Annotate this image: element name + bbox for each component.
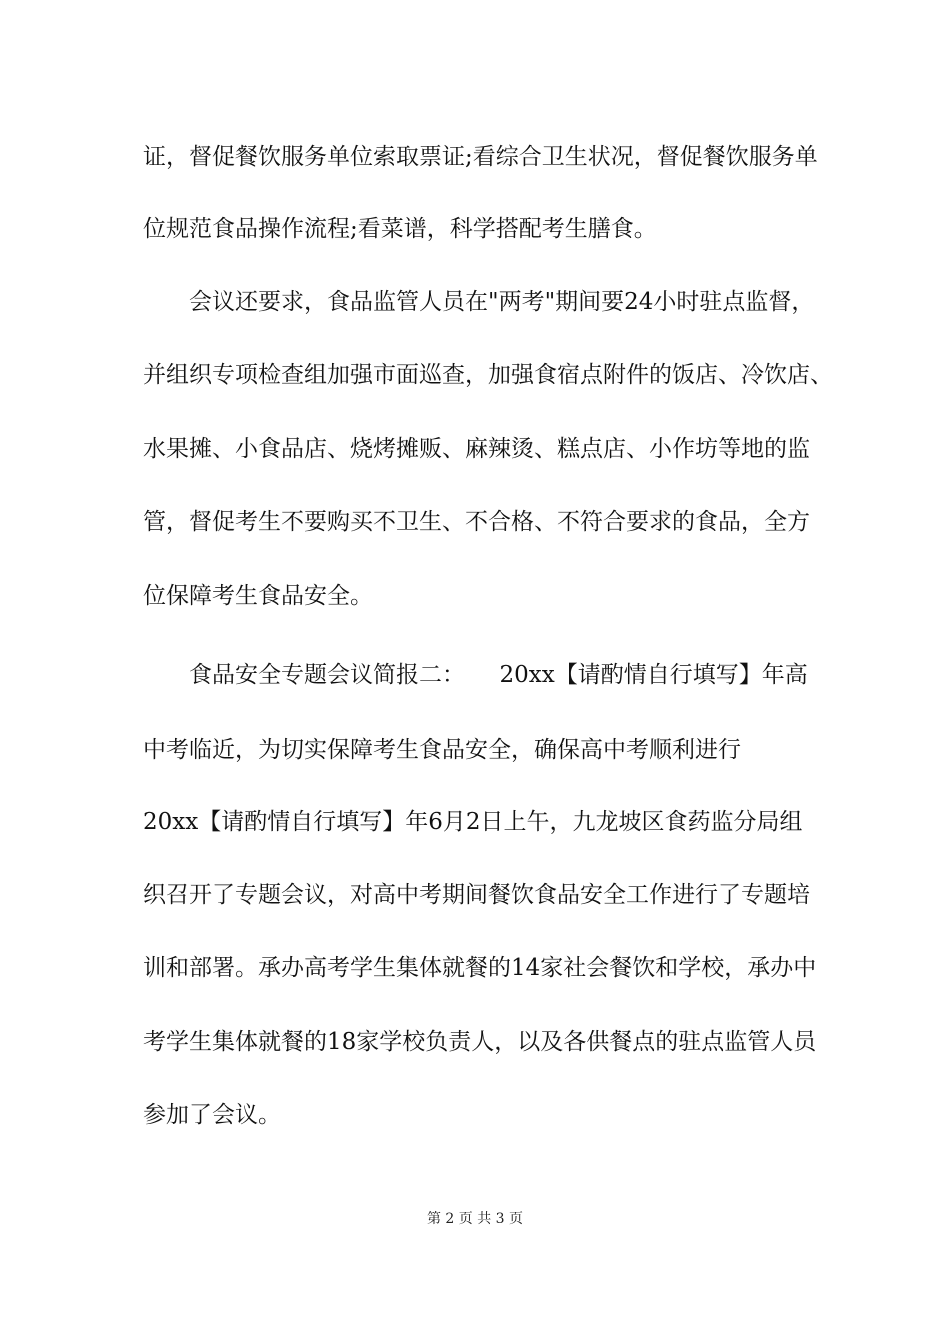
body-text-line: 20xx【请酌情自行填写】年6月2日上午，九龙坡区食药监分局组 <box>143 809 803 835</box>
body-text-line: 位规范食品操作流程;看菜谱，科学搭配考生膳食。 <box>143 216 657 242</box>
paragraph-first-line: 食品安全专题会议简报二： 20xx【请酌情自行填写】年高 <box>189 662 808 688</box>
body-text-line: 管，督促考生不要购买不卫生、不合格、不符合要求的食品，全方 <box>143 509 810 535</box>
body-text-line: 并组织专项检查组加强市面巡查，加强食宿点附件的饭店、冷饮店、 <box>143 362 833 388</box>
body-text-line: 证，督促餐饮服务单位索取票证;看综合卫生状况，督促餐饮服务单 <box>143 144 818 170</box>
body-text-line: 训和部署。承办高考学生集体就餐的14家社会餐饮和学校，承办中 <box>143 955 817 981</box>
page-number-footer: 第 2 页 共 3 页 <box>426 1211 524 1227</box>
body-text-line: 考学生集体就餐的18家学校负责人，以及各供餐点的驻点监管人员 <box>143 1029 817 1055</box>
paragraph-first-line: 会议还要求，食品监管人员在"两考"期间要24小时驻点监督， <box>189 289 815 315</box>
body-text-line: 参加了会议。 <box>143 1102 281 1128</box>
body-text-line: 水果摊、小食品店、烧烤摊贩、麻辣烫、糕点店、小作坊等地的监 <box>143 436 810 462</box>
body-text-line: 位保障考生食品安全。 <box>143 583 373 609</box>
body-text-line: 中考临近，为切实保障考生食品安全，确保高中考顺利进行 <box>143 737 741 763</box>
body-text-line: 织召开了专题会议，对高中考期间餐饮食品安全工作进行了专题培 <box>143 882 810 908</box>
